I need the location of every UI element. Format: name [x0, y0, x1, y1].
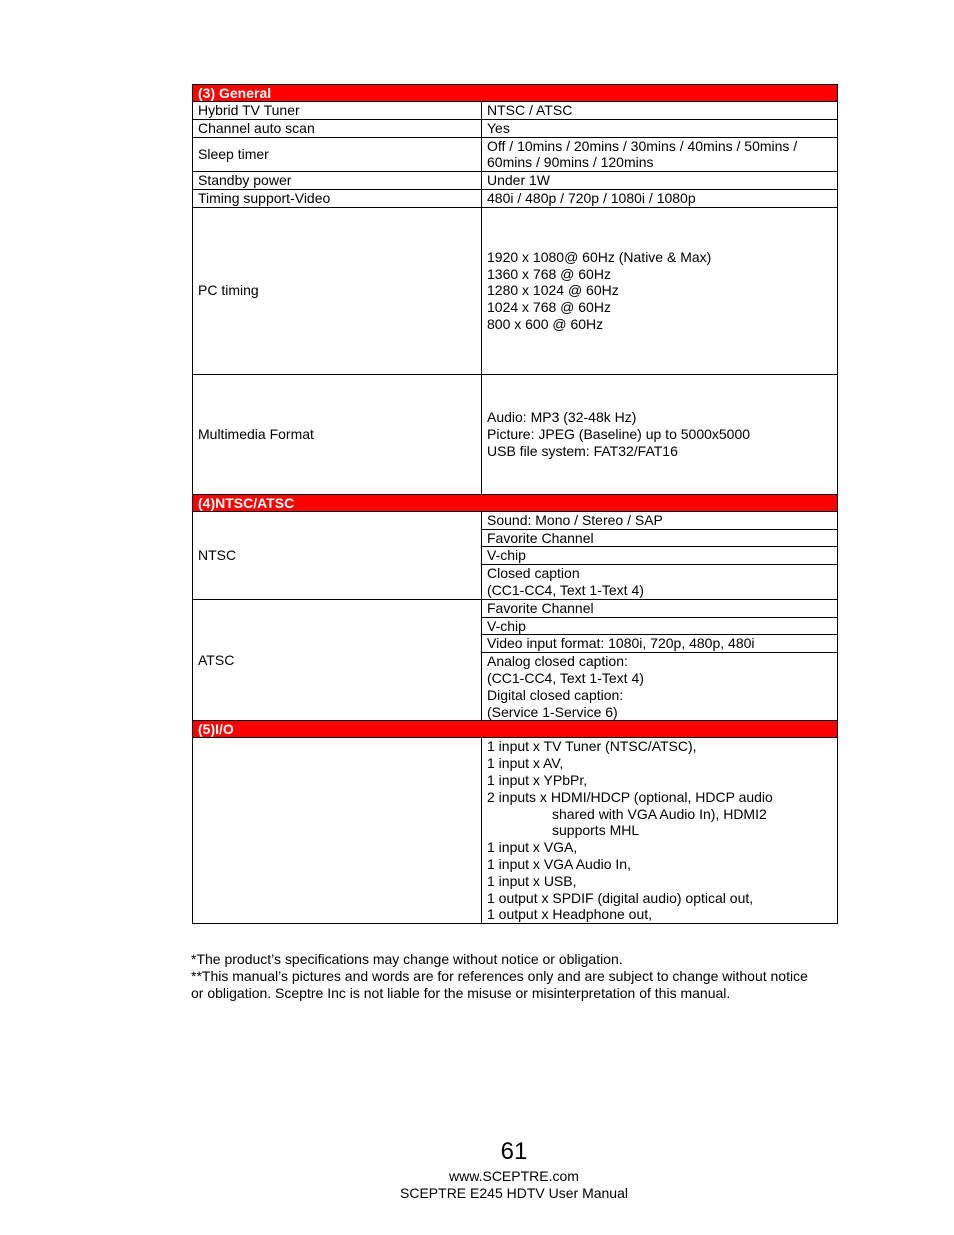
- value-line: 1 input x YPbPr,: [487, 771, 588, 788]
- value-line: Digital closed caption:: [487, 686, 624, 703]
- page-number: 61: [500, 1138, 528, 1165]
- section-title: (3) General: [193, 85, 838, 102]
- spec-value: Favorite Channel: [482, 599, 838, 617]
- spec-value: V-chip: [482, 617, 838, 635]
- value-line: 1 input x USB,: [487, 872, 577, 889]
- spec-value: NTSC / ATSC: [482, 102, 838, 120]
- value-line: 1920 x 1080@ 60Hz (Native & Max): [487, 248, 712, 265]
- disclaimer-note: **This manual’s pictures and words are for references only and are subject to change without notice: [191, 968, 808, 984]
- spec-value: Under 1W: [482, 172, 838, 190]
- spec-value: [482, 374, 838, 494]
- spec-row-standby-power: [193, 172, 838, 190]
- value-line: 2 inputs x HDMI/HDCP (optional, HDCP audio: [487, 788, 773, 805]
- value-line: USB file system: FAT32/FAT16: [487, 442, 678, 459]
- spec-label: Channel auto scan: [193, 119, 482, 137]
- spec-table: [192, 84, 838, 924]
- spec-value: Favorite Channel: [482, 529, 838, 547]
- spec-row-io: [193, 738, 838, 924]
- footer-website: www.SCEPTRE.com: [449, 1168, 579, 1184]
- spec-value: Sound: Mono / Stereo / SAP: [482, 511, 838, 529]
- section-header-general: [193, 85, 838, 102]
- value-line: (CC1-CC4, Text 1-Text 4): [487, 669, 644, 686]
- value-line: 800 x 600 @ 60Hz: [487, 315, 604, 332]
- spec-value: Video input format: 1080i, 720p, 480p, 480i: [482, 635, 838, 653]
- disclaimer-note: *The product’s specifications may change without notice or obligation.: [191, 951, 623, 967]
- value-line: 1 input x VGA,: [487, 839, 578, 856]
- value-line: (CC1-CC4, Text 1-Text 4): [487, 581, 644, 598]
- value-line: 1360 x 768 @ 60Hz: [487, 265, 611, 282]
- spec-label: Sleep timer: [193, 137, 482, 172]
- spec-label: Hybrid TV Tuner: [193, 102, 482, 120]
- value-line: 60mins / 90mins / 120mins: [487, 154, 654, 171]
- spec-value: [482, 207, 838, 374]
- spec-label: Multimedia Format: [193, 374, 482, 494]
- spec-label-empty: [193, 738, 482, 924]
- spec-value: [482, 738, 838, 924]
- value-line: 1 input x VGA Audio In,: [487, 855, 631, 872]
- spec-label: ATSC: [193, 599, 482, 721]
- spec-row-sleep-timer: [193, 137, 838, 172]
- spec-value: 480i / 480p / 720p / 1080i / 1080p: [482, 189, 838, 207]
- section-title: (4)NTSC/ATSC: [193, 494, 838, 511]
- value-line: (Service 1-Service 6): [487, 703, 618, 720]
- spec-value: [482, 137, 838, 172]
- section-header-io: [193, 721, 838, 738]
- disclaimer-note: or obligation. Sceptre Inc is not liable for the misuse or misinterpretation of this manual.: [191, 985, 731, 1001]
- value-line: 1 output x SPDIF (digital audio) optical out,: [487, 889, 754, 906]
- spec-label: NTSC: [193, 511, 482, 599]
- spec-row-hybrid-tuner: [193, 102, 838, 120]
- footer-manual-title: SCEPTRE E245 HDTV User Manual: [400, 1185, 628, 1201]
- spec-row-pc-timing: [193, 207, 838, 374]
- value-line: Analog closed caption:: [487, 653, 628, 670]
- value-line: Picture: JPEG (Baseline) up to 5000x5000: [487, 425, 751, 442]
- section-header-ntsc-atsc: [193, 494, 838, 511]
- value-line: 1024 x 768 @ 60Hz: [487, 299, 611, 316]
- value-line: 1 input x TV Tuner (NTSC/ATSC),: [487, 738, 697, 755]
- spec-label: Timing support-Video: [193, 189, 482, 207]
- value-line: Closed caption: [487, 565, 580, 582]
- spec-value: [482, 653, 838, 721]
- spec-value: Yes: [482, 119, 838, 137]
- value-line: shared with VGA Audio In), HDMI2: [552, 805, 767, 822]
- value-line: Off / 10mins / 20mins / 30mins / 40mins / 50mins /: [487, 137, 798, 154]
- value-line: 1 output x Headphone out,: [487, 906, 653, 923]
- spec-row-ntsc: [193, 511, 838, 529]
- section-title: (5)I/O: [193, 721, 838, 738]
- spec-row-multimedia: [193, 374, 838, 494]
- spec-label: Standby power: [193, 172, 482, 190]
- value-line: Audio: MP3 (32-48k Hz): [487, 409, 637, 426]
- spec-value: V-chip: [482, 547, 838, 565]
- value-line: 1280 x 1024 @ 60Hz: [487, 282, 619, 299]
- value-line: 1 input x AV,: [487, 755, 564, 772]
- spec-value: [482, 565, 838, 600]
- spec-row-timing-video: [193, 189, 838, 207]
- spec-row-channel-scan: [193, 119, 838, 137]
- spec-row-atsc: [193, 599, 838, 617]
- spec-label: PC timing: [193, 207, 482, 374]
- value-line: supports MHL: [552, 822, 640, 839]
